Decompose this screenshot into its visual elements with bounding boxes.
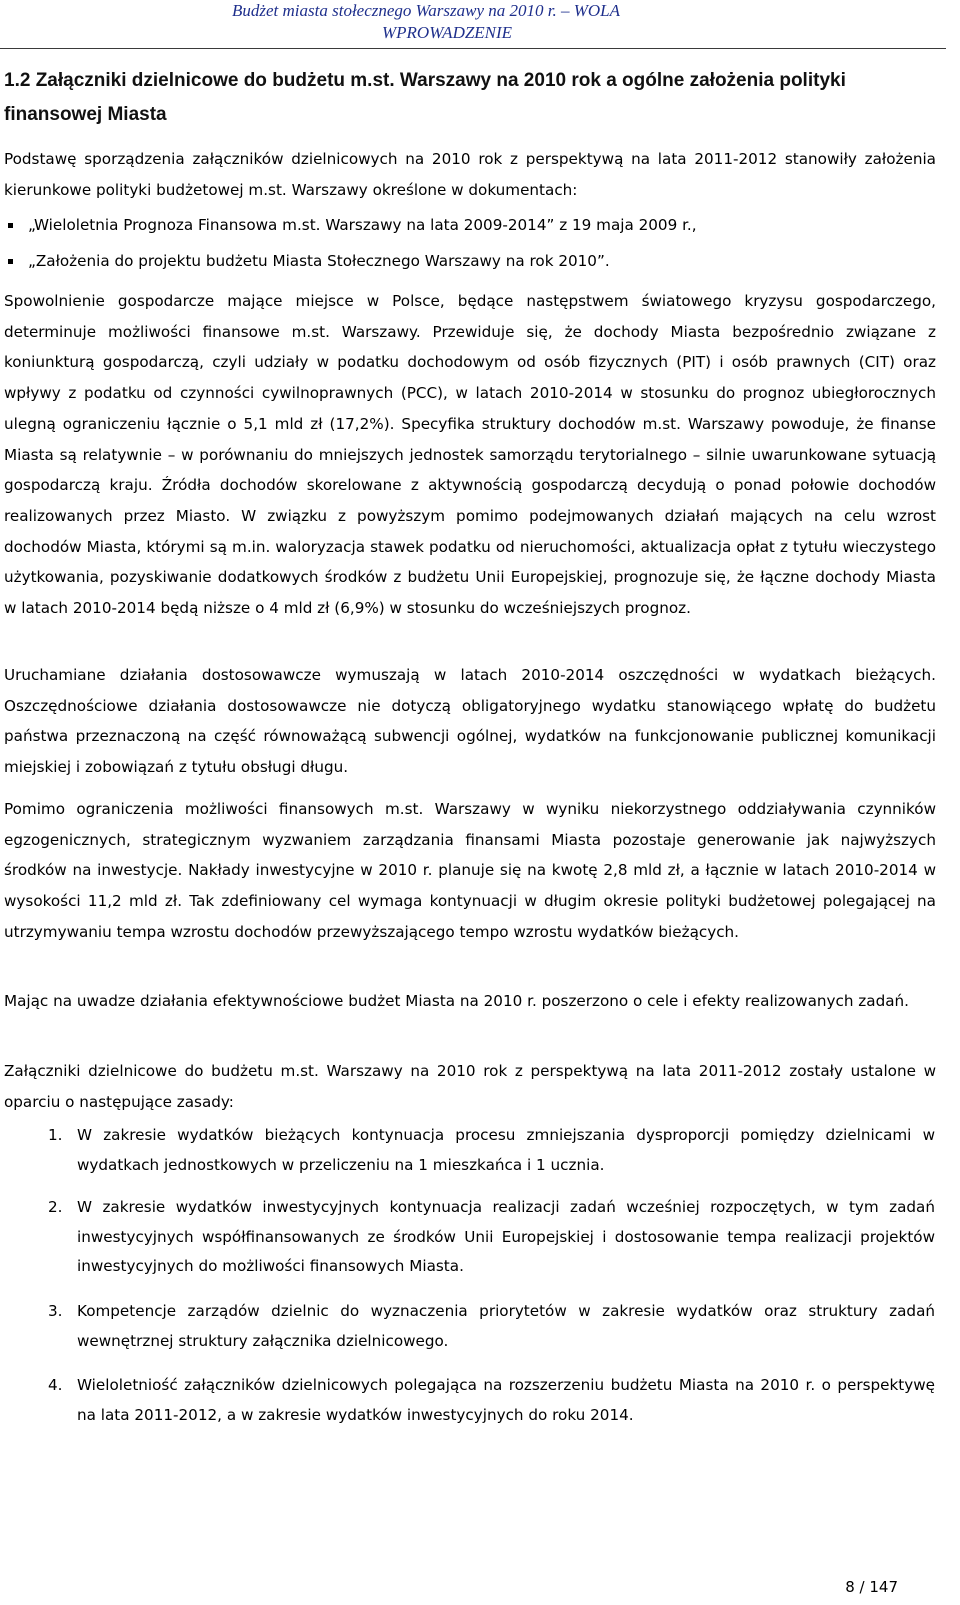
section-title: 1.2 Załączniki dzielnicowe do budżetu m.st. Warszawy na 2010 rok a ogólne założenia polityki finansowej Miasta: [4, 70, 846, 125]
header-subtitle: WPROWADZENIE: [382, 23, 513, 42]
item-text: W zakresie wydatków inwestycyjnych kontynuacja realizacji zadań wcześniej rozpoczętych, w tym zadań inwestycyjnych współfinansowanych ze środków Unii Europejskiej i dostosowanie tempa realizacji projektów inwestycyjnych do możliwości finansowych Miasta.: [77, 1198, 935, 1275]
item-text: Wieloletniość załączników dzielnicowych polegająca na rozszerzeniu budżetu Miasta na 2010 r. o perspektywę na lata 2011-2012, a w zakresie wydatków inwestycyjnych do roku 2014.: [77, 1376, 935, 1424]
item-text: W zakresie wydatków bieżących kontynuacja procesu zmniejszania dysproporcji pomiędzy dzielnicami w wydatkach jednostkowych w przeliczeniu na 1 mieszkańca i 1 ucznia.: [77, 1126, 935, 1174]
bullet-square-icon: [8, 259, 13, 264]
bullet-text: „Założenia do projektu budżetu Miasta Stołecznego Warszawy na rok 2010”.: [28, 252, 610, 270]
intro-paragraph: Podstawę sporządzenia załączników dzielnicowych na 2010 rok z perspektywą na lata 2011-2012 stanowiły założenia kierunkowe polityki budżetowej m.st. Warszawy określone w dokumentach:: [4, 150, 936, 199]
bullet-item-1: [28, 210, 697, 240]
page-number: 8 / 147: [845, 1578, 898, 1596]
paragraph-efficiency: Mając na uwadze działania efektywnościowe budżet Miasta na 2010 r. poszerzono o cele i efekty realizowanych zadań.: [4, 992, 909, 1010]
item-text: Kompetencje zarządów dzielnic do wyznaczenia priorytetów w zakresie wydatków oraz struktury zadań wewnętrznej struktury załącznika dzielnicowego.: [77, 1302, 935, 1350]
bullet-item-2: [28, 246, 610, 276]
paragraph-savings: Uruchamiane działania dostosowawcze wymuszają w latach 2010-2014 oszczędności w wydatkach bieżących. Oszczędnościowe działania dostosowawcze nie dotyczą obligatoryjnego wydatku stanowiącego wpłatę do budżetu państwa przeznaczoną na część równoważącą subwencji ogólnej, wydatków na funkcjonowanie publicznej komunikacji miejskiej i zobowiązań z tytułu obsługi długu.: [4, 666, 936, 777]
header-title: Budżet miasta stołecznego Warszawy na 2010 r. – WOLA: [232, 1, 621, 20]
paragraph-economy: Spowolnienie gospodarcze mające miejsce w Polsce, będące następstwem światowego kryzysu gospodarczego, determinuje możliwości finansowe m.st. Warszawy. Przewiduje się, że dochody Miasta bezpośrednio związane z koniunkturą gospodarczą, czyli udziały w podatku dochodowym od osób fizycznych (PIT) i osób prawnych (CIT) oraz wpływy z podatku od czynności cywilnoprawnych (PCC), w latach 2010-2014 w stosunku do prognoz ubiegłorocznych ulegną ograniczeniu łącznie o 5,1 mld zł (17,2%). Specyfika struktury dochodów m.st. Warszawy powoduje, że finanse Miasta są relatywnie – w porównaniu do mniejszych jednostek samorządu terytorialnego – silnie uwarunkowane sytuacją gospodarczą kraju. Źródła dochodów skorelowane z aktywnością gospodarczą decydują o ponad połowie dochodów realizowanych przez Miasto. W związku z powyższym pomimo podejmowanych działań mających na celu wzrost dochodów Miasta, którymi są m.in. waloryzacja stawek podatku od nieruchomości, aktualizacja opłat z tytułu wieczystego użytkowania, pozyskiwanie dodatkowych środków z budżetu Unii Europejskiej, prognozuje się, że łączne dochody Miasta w latach 2010-2014 będą niższe o 4 mld zł (6,9%) w stosunku do wcześniejszych prognoz.: [4, 292, 936, 618]
item-number: 4.: [48, 1376, 63, 1394]
item-number: 1.: [48, 1126, 63, 1144]
bullet-square-icon: [8, 223, 13, 228]
item-number: 3.: [48, 1302, 63, 1320]
header-divider: [0, 48, 946, 49]
item-number: 2.: [48, 1198, 63, 1216]
bullet-text: „Wieloletnia Prognoza Finansowa m.st. Warszawy na lata 2009-2014” z 19 maja 2009 r.,: [28, 216, 697, 234]
paragraph-investments: Pomimo ograniczenia możliwości finansowych m.st. Warszawy w wyniku niekorzystnego oddziaływania czynników egzogenicznych, strategicznym wyzwaniem zarządzania finansami Miasta pozostaje generowanie jak najwyższych środków na inwestycje. Nakłady inwestycyjne w 2010 r. planuje się na kwotę 2,8 mld zł, a łącznie w latach 2010-2014 w wysokości 11,2 mld zł. Tak zdefiniowany cel wymaga kontynuacji w długim okresie polityki budżetowej polegającej na utrzymywaniu tempa wzrostu dochodów przewyższającego tempo wzrostu wydatków bieżących.: [4, 800, 936, 941]
paragraph-principles: Załączniki dzielnicowe do budżetu m.st. Warszawy na 2010 rok z perspektywą na lata 2011-2012 zostały ustalone w oparciu o następujące zasady:: [4, 1062, 936, 1111]
